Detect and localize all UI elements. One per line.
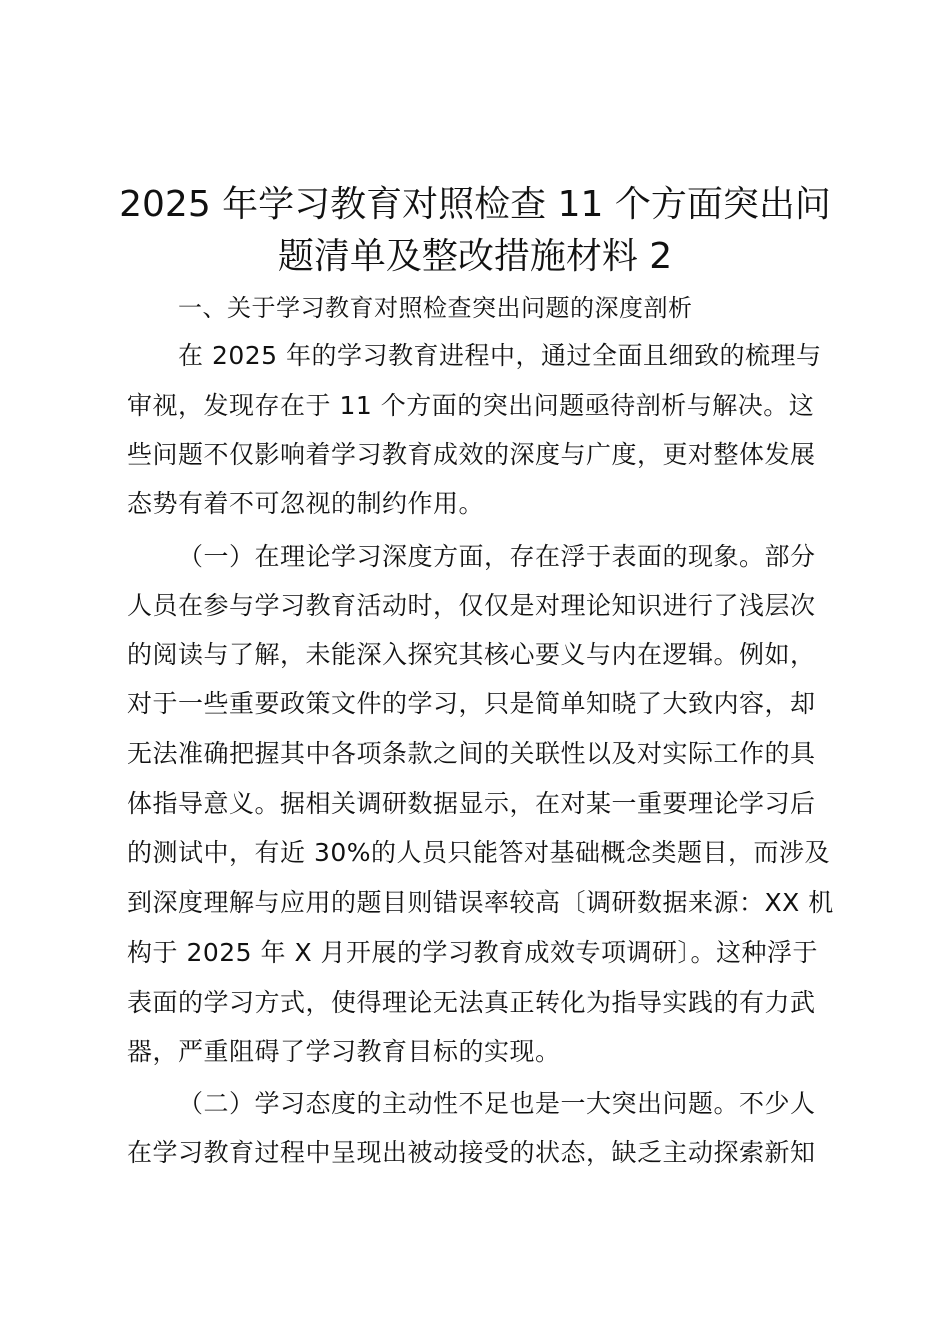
paragraph-line: 审视，发现存在于 11 个方面的突出问题亟待剖析与解决。这 xyxy=(127,391,815,420)
paragraph-line: 些问题不仅影响着学习教育成效的深度与广度，更对整体发展 xyxy=(127,440,816,469)
paragraph-line: 对于一些重要政策文件的学习，只是简单知晓了大致内容，却 xyxy=(127,689,816,718)
section-heading: 一、关于学习教育对照检查突出问题的深度剖析 xyxy=(178,294,693,322)
document-title-line-2: 题清单及整改措施材料 2 xyxy=(277,236,673,277)
paragraph-line: 的阅读与了解，未能深入探究其核心要义与内在逻辑。例如， xyxy=(127,640,816,669)
paragraph-line: （一）在理论学习深度方面，存在浮于表面的现象。部分 xyxy=(178,542,816,571)
paragraph-line: 态势有着不可忽视的制约作用。 xyxy=(127,489,485,518)
paragraph-line: 人员在参与学习教育活动时，仅仅是对理论知识进行了浅层次 xyxy=(127,591,816,620)
paragraph-line: 的测试中，有近 30%的人员只能答对基础概念类题目，而涉及 xyxy=(127,838,831,867)
paragraph-line: （二）学习态度的主动性不足也是一大突出问题。不少人 xyxy=(178,1089,816,1118)
paragraph-line: 到深度理解与应用的题目则错误率较高〔调研数据来源：XX 机 xyxy=(127,888,834,917)
paragraph-line: 表面的学习方式，使得理论无法真正转化为指导实践的有力武 xyxy=(127,988,816,1017)
paragraph-line: 体指导意义。据相关调研数据显示，在对某一重要理论学习后 xyxy=(127,789,816,818)
document-title-line-1: 2025 年学习教育对照检查 11 个方面突出问 xyxy=(119,184,831,225)
paragraph-line: 构于 2025 年 X 月开展的学习教育成效专项调研〕。这种浮于 xyxy=(127,938,819,967)
paragraph-line: 器，严重阻碍了学习教育目标的实现。 xyxy=(127,1037,561,1066)
paragraph-line: 在 2025 年的学习教育进程中，通过全面且细致的梳理与 xyxy=(178,341,822,370)
paragraph-line: 无法准确把握其中各项条款之间的关联性以及对实际工作的具 xyxy=(127,739,816,768)
paragraph-line: 在学习教育过程中呈现出被动接受的状态，缺乏主动探索新知 xyxy=(127,1138,816,1167)
